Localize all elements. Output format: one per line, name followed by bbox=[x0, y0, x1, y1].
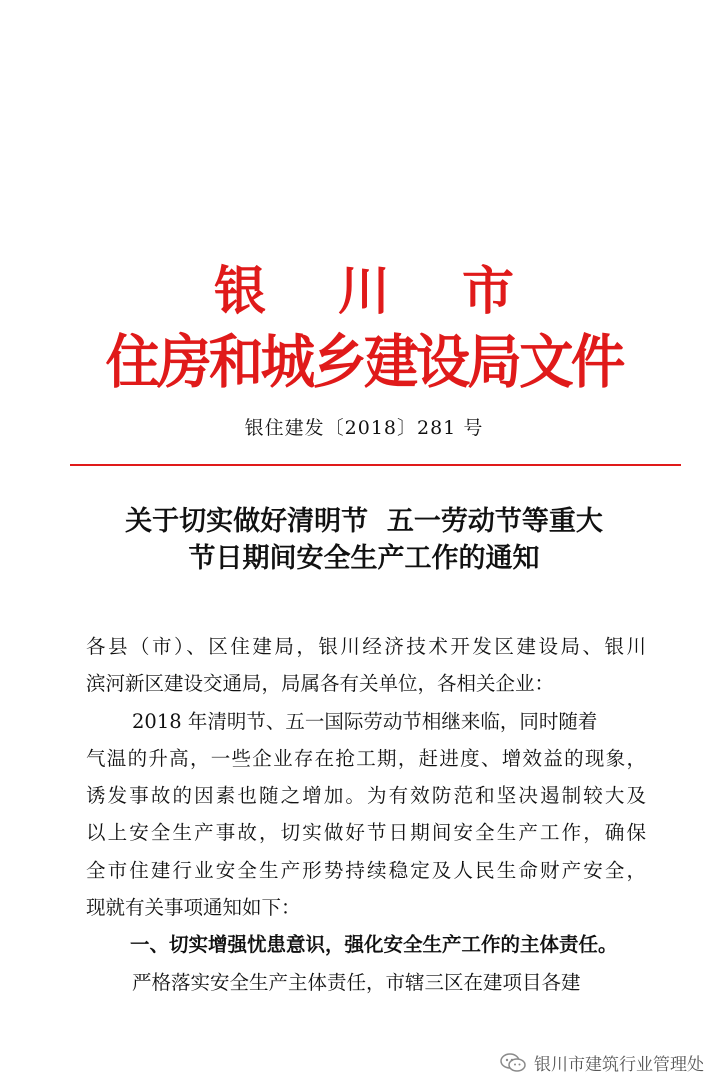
account-watermark bbox=[500, 1050, 704, 1075]
body-line: 诱发事故的因素也随之增加。为有效防范和坚决遏制较大及 bbox=[86, 784, 646, 808]
title-line-2: 节日期间安全生产工作的通知 bbox=[188, 543, 540, 574]
issuing-bureau: 住房和城乡建设局文件 bbox=[105, 328, 623, 396]
city-char: 川 bbox=[337, 262, 390, 322]
document-body bbox=[86, 628, 646, 1001]
red-divider bbox=[70, 464, 681, 466]
body-line: 严格落实安全生产主体责任，市辖三区在建项目各建 bbox=[132, 970, 581, 994]
body-line: 以上安全生产事故，切实做好节日期间安全生产工作，确保 bbox=[86, 821, 646, 845]
city-char: 银 bbox=[213, 262, 266, 322]
title-line-1: 关于切实做好清明节 五一劳动节等重大 bbox=[125, 506, 603, 537]
city-char: 市 bbox=[461, 262, 514, 322]
watermark-text: 银川市建筑行业管理处 bbox=[534, 1055, 704, 1075]
body-line: 各县（市）、区住建局，银川经济技术开发区建设局、银川 bbox=[86, 635, 646, 658]
body-line: 滨河新区建设交通局，局属各有关单位，各相关企业： bbox=[86, 672, 555, 696]
document-number: 银住建发〔2018〕281 号 bbox=[244, 417, 484, 439]
issuing-city bbox=[0, 262, 728, 322]
section-heading: 一、切实增强忧患意识，强化安全生产工作的主体责任。 bbox=[130, 933, 618, 957]
body-line: 现就有关事项通知如下： bbox=[86, 896, 301, 920]
document-title bbox=[60, 503, 668, 577]
body-line: 气温的升高，一些企业存在抢工期，赶进度、增效益的现象， bbox=[86, 746, 646, 770]
body-line: 2018 年清明节、五一国际劳动节相继来临，同时随着 bbox=[132, 709, 598, 733]
body-line: 全市住建行业安全生产形势持续稳定及人民生命财产安全， bbox=[86, 858, 646, 882]
wechat-icon bbox=[500, 1053, 526, 1073]
